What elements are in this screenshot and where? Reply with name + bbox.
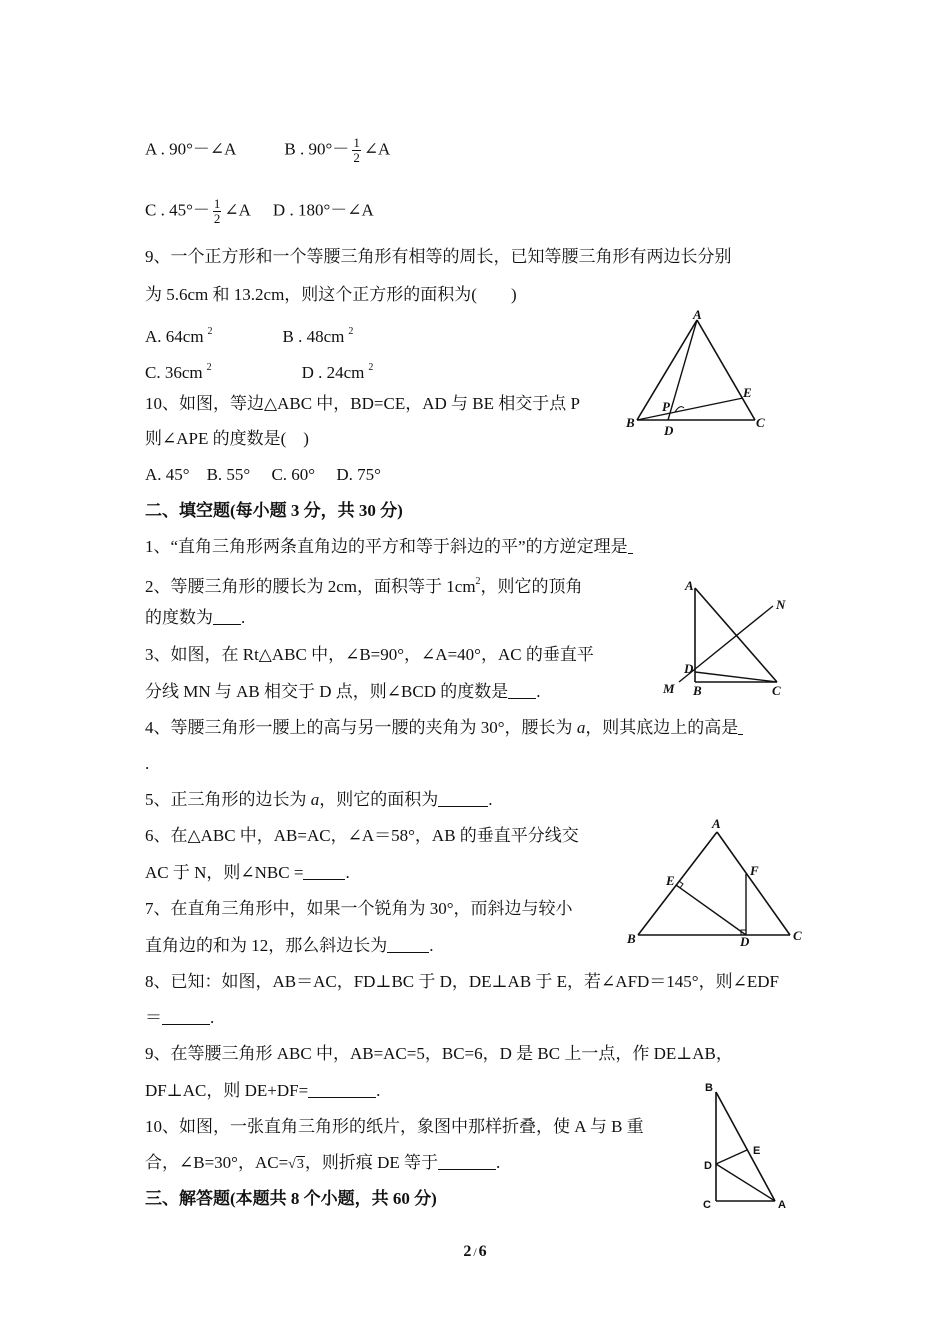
label-D: D (684, 661, 694, 676)
fill-8-line1: 8、已知：如图，AB＝AC，FD⊥BC 于 D，DE⊥AB 于 E，若∠AFD＝145°，则∠EDF (145, 972, 779, 991)
fill-4: 4、等腰三角形一腰上的高与另一腰的夹角为 30°，腰长为 a，则其底边上的高是 (145, 717, 743, 739)
angle-a: ∠A (363, 139, 391, 159)
label-B: B (705, 1082, 713, 1094)
option-8-c-d (145, 197, 374, 226)
label-A: A (693, 308, 702, 322)
label-B: B (693, 683, 702, 698)
label-P: P (662, 399, 670, 414)
label-F: F (750, 863, 759, 878)
question-9-options-ab: A. 64cm $^2$ B . 48cm $^2$ (145, 326, 354, 346)
option-9-d: D . 24cm (301, 363, 365, 382)
question-9-line2: 为 5.6cm 和 13.2cm，则这个正方形的面积为( ) (145, 285, 517, 304)
label-C: C (793, 928, 802, 943)
label-N: N (776, 597, 786, 612)
label-M: M (663, 681, 675, 696)
question-10-choices: A. 45° B. 55° C. 60° D. 75° (145, 465, 381, 484)
fill-7-line2: 直角边的和为 12，那么斜边长为 . (145, 936, 434, 955)
option-9-a: A. 64cm (145, 327, 204, 346)
fill-2-line2: 的度数为 . (145, 608, 246, 627)
fill-3-line1: 3、如图，在 Rt△ABC 中，∠B=90°，∠A=40°，AC 的垂直平 (145, 645, 594, 664)
label-E: E (743, 385, 752, 400)
question-9-options-cd: C. 36cm $^2$ D . 24cm $^2$ (145, 362, 374, 382)
section-2-heading: 二、填空题(每小题 3 分，共 30 分) (145, 501, 403, 520)
figure-isosceles-perpendiculars (620, 812, 810, 947)
label-E: E (753, 1145, 761, 1157)
section-3-heading: 三、解答题(本题共 8 个小题，共 60 分) (145, 1189, 437, 1208)
label-A: A (712, 816, 721, 831)
label-A: A (778, 1199, 786, 1211)
fill-6-line2: AC 于 N，则∠NBC = . (145, 863, 350, 882)
label-D: D (740, 934, 750, 947)
fill-9-line2: DF⊥AC，则 DE+DF= . (145, 1081, 381, 1100)
label-E: E (666, 873, 675, 888)
fill-4-dot: . (145, 754, 150, 773)
fill-7-line1: 7、在直角三角形中，如果一个锐角为 30°，而斜边与较小 (145, 899, 573, 918)
label-D: D (704, 1160, 712, 1172)
figure-equilateral-triangle (622, 308, 772, 438)
sqrt-3: √3 (288, 1157, 304, 1172)
figure-right-triangle-bisector (655, 572, 805, 700)
label-B: B (627, 931, 636, 946)
fill-6-line1: 6、在△ABC 中，AB=AC，∠A＝58°，AB 的垂直平分线交 (145, 826, 579, 845)
fill-1: 1、“直角三角形两条直角边的平方和等于斜边的平”的方逆定理是 (145, 536, 633, 558)
fill-8-line2: ＝ . (145, 1008, 215, 1027)
label-B: B (626, 415, 635, 430)
option-8-a-b (145, 136, 390, 165)
label-C: C (756, 415, 765, 430)
figure-folded-triangle (700, 1075, 800, 1215)
fill-3-line2: 分线 MN 与 AB 相交于 D 点，则∠BCD 的度数是 . (145, 682, 541, 701)
option-8-a: A . 90°－∠A (145, 139, 237, 159)
fill-10-line2: 合，∠B=30°，AC=√3，则折痕 DE 等于 . (145, 1152, 500, 1176)
fraction-half: $\frac{1}{2}$ (353, 135, 360, 165)
label-C: C (772, 683, 781, 698)
label-D: D (664, 423, 674, 438)
question-10-line2: 则∠APE 的度数是( ) (145, 429, 309, 448)
option-9-c: C. 36cm (145, 363, 203, 382)
question-9-line1: 9、一个正方形和一个等腰三角形有相等的周长，已知等腰三角形有两边长分别 (145, 247, 732, 266)
option-8-d: D . 180°－∠A (272, 200, 374, 220)
fill-9-line1: 9、在等腰三角形 ABC 中，AB=AC=5，BC=6，D 是 BC 上一点，作 DE⊥AB， (145, 1044, 733, 1063)
question-10-line1: 10、如图，等边△ABC 中，BD=CE，AD 与 BE 相交于点 P (145, 394, 580, 413)
label-A: A (685, 578, 694, 593)
option-9-b: B . 48cm (282, 327, 345, 346)
fill-10-line1: 10、如图，一张直角三角形的纸片，象图中那样折叠，使 A 与 B 重 (145, 1117, 644, 1136)
angle-a: ∠A (224, 200, 251, 220)
fraction-half: $\frac{1}{2}$ (213, 196, 221, 226)
option-8-b-prefix: B . 90°－ (284, 139, 350, 159)
label-C: C (703, 1199, 711, 1211)
page-number: 2 / 6 (463, 1243, 487, 1260)
fill-2-line1: 2、等腰三角形的腰长为 2cm，面积等于 $1cm^2$，则它的顶角 (145, 576, 583, 596)
page-total: 6 (478, 1243, 487, 1260)
option-8-c-prefix: C . 45°－ (145, 200, 210, 220)
page-current: 2 (463, 1243, 472, 1260)
fill-5: 5、正三角形的边长为 a，则它的面积为 . (145, 790, 493, 809)
